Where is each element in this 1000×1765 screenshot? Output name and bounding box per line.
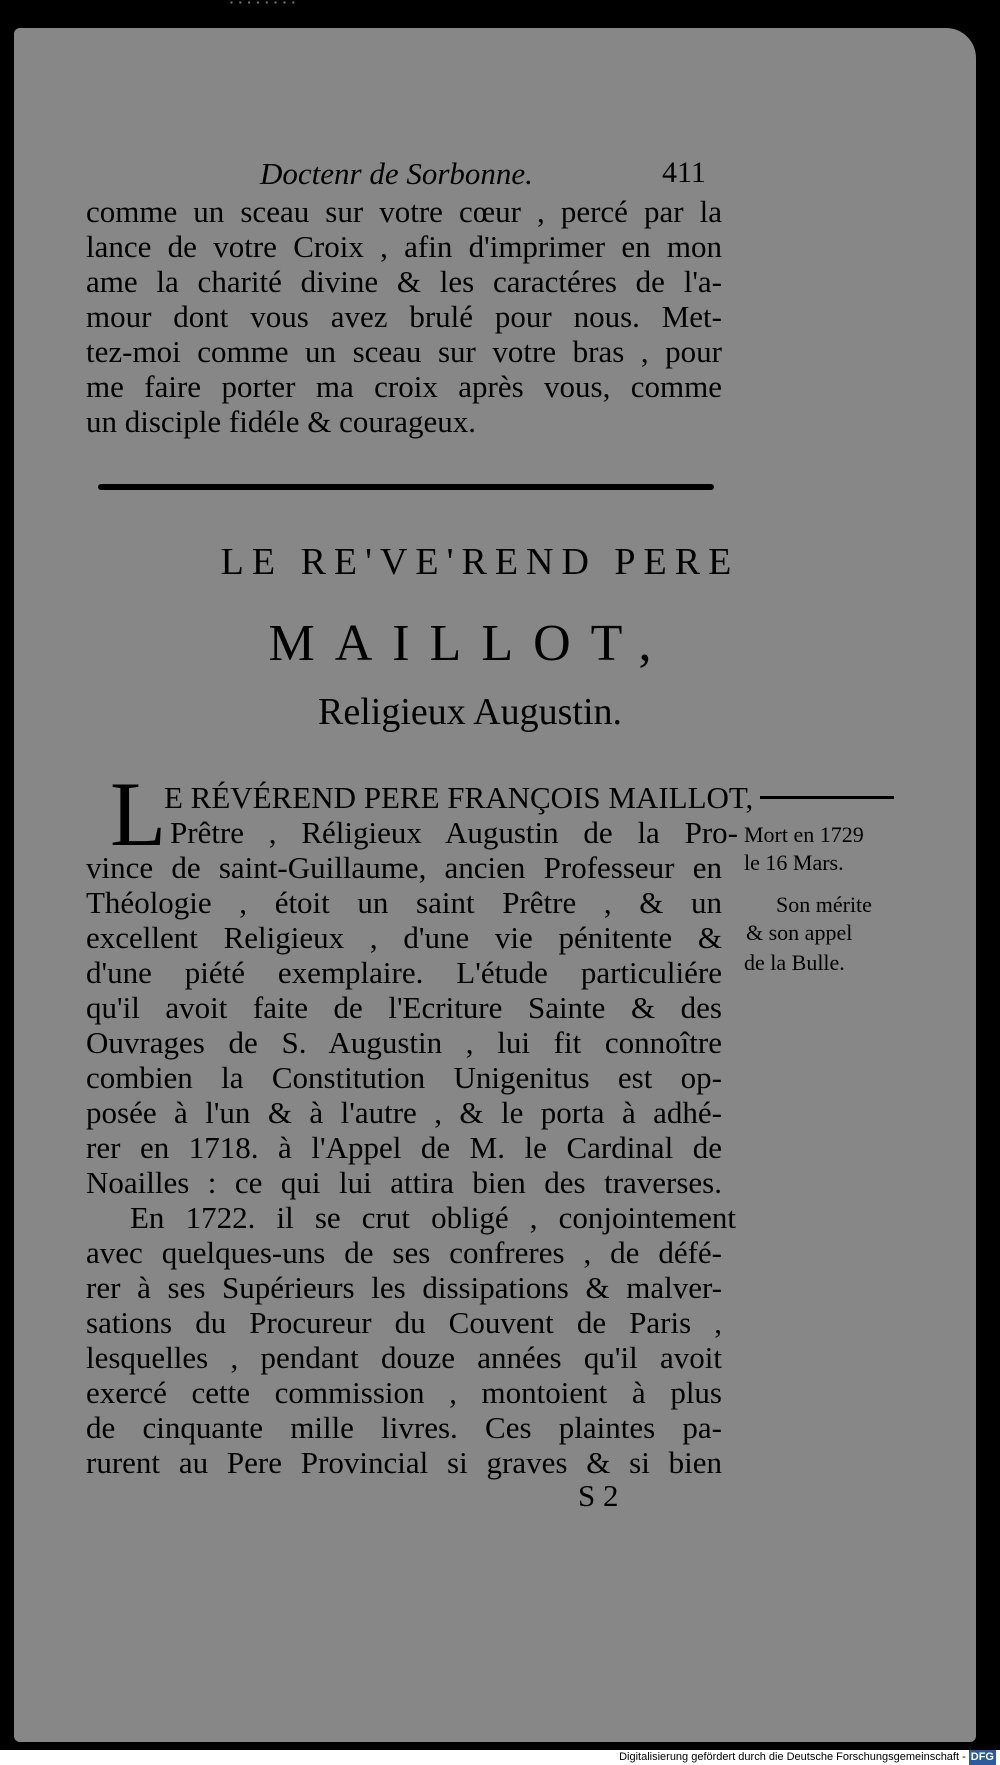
page-edge-artifact: ▪ ▪ ▪ ▪ ▪ ▪ ▪ ▪: [230, 0, 297, 6]
text-line: d'une piété exemplaire. L'étude particuliére: [86, 955, 722, 990]
drop-cap: L: [110, 763, 167, 865]
text-line: En 1722. il se crut obligé , conjointement: [130, 1200, 736, 1235]
text-line: rer en 1718. à l'Appel de M. le Cardinal de: [86, 1130, 722, 1165]
digitization-footer: [0, 1750, 1000, 1765]
text-line: de cinquante mille livres. Ces plaintes pa-: [86, 1410, 722, 1445]
text-line: exercé cette commission , montoient à plus: [86, 1375, 722, 1410]
text-line: lance de votre Croix , afin d'imprimer en mon: [86, 229, 722, 264]
text-line: E RÉVÉREND PERE FRANÇOIS MAILLOT,: [164, 780, 754, 815]
text-line: me faire porter ma croix après vous, comme: [86, 369, 722, 404]
text-line: vince de saint-Guillaume, ancien Professeur en: [86, 850, 722, 885]
text-line: Noailles : ce qui lui attira bien des traverses.: [86, 1165, 722, 1200]
text-line: rurent au Pere Provincial si graves & si bien: [86, 1445, 722, 1480]
text-line: mour dont vous avez brulé pour nous. Met-: [86, 299, 722, 334]
running-head: Doctenr de Sorbonne.: [260, 156, 533, 191]
title-subtitle: Religieux Augustin.: [318, 691, 622, 733]
margin-note: Mort en 1729: [744, 822, 864, 847]
text-line: Ouvrages de S. Augustin , lui fit connoître: [86, 1025, 722, 1060]
margin-note: & son appel: [746, 920, 853, 945]
margin-note: Son mérite: [776, 892, 872, 917]
text-line: comme un sceau sur votre cœur , percé par la: [86, 194, 722, 229]
text-line: posée à l'un & à l'autre , & le porta à adhé-: [86, 1095, 722, 1130]
text-line: Théologie , étoit un saint Prêtre , & un: [86, 885, 722, 920]
section-rule: [98, 484, 714, 490]
margin-note: de la Bulle.: [744, 950, 845, 975]
text-line: excellent Religieux , d'une vie pénitente &: [86, 920, 722, 955]
text-line: tez-moi comme un sceau sur votre bras , pour: [86, 334, 722, 369]
dfg-logo: DFG: [970, 1751, 994, 1763]
text-line: rer à ses Supérieurs les dissipations & malver-: [86, 1270, 722, 1305]
text-line: lesquelles , pendant douze années qu'il avoit: [86, 1340, 722, 1375]
text-line: ame la charité divine & les caractéres de l'a-: [86, 264, 722, 299]
text-line: un disciple fidéle & courageux.: [86, 404, 476, 439]
footer-text: Digitalisierung gefördert durch die Deutsche Forschungsgemeinschaft -: [619, 1751, 966, 1763]
text-line: combien la Constitution Unigenitus est op-: [86, 1060, 722, 1095]
margin-note: le 16 Mars.: [744, 850, 844, 875]
text-line: sations du Procureur du Couvent de Paris ,: [86, 1305, 722, 1340]
title-name: MAILLOT,: [268, 615, 672, 672]
text-line: avec quelques-uns de ses confreres , de défé-: [86, 1235, 722, 1270]
title-line-1: LE RE'VE'REND PERE: [220, 541, 740, 583]
text-line: qu'il avoit faite de l'Ecriture Sainte & des: [86, 990, 722, 1025]
page-number: 411: [662, 156, 706, 189]
text-line: Prêtre , Réligieux Augustin de la Pro-: [170, 815, 738, 850]
signature-mark: S 2: [578, 1478, 619, 1513]
margin-rule: [760, 796, 894, 799]
